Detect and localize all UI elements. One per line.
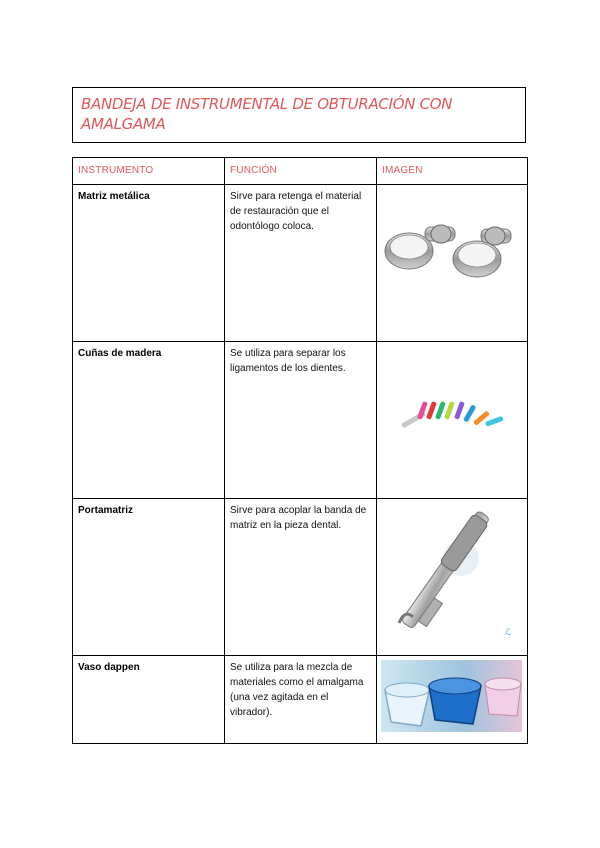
instrument-function: Sirve para retenga el material de restauración que el odontólogo coloca. — [225, 185, 377, 342]
image-cell — [377, 499, 528, 656]
instrument-function: Se utiliza para separar los ligamentos de los dientes. — [225, 342, 377, 499]
table-row — [73, 185, 528, 342]
instrument-function: Sirve para acoplar la banda de matriz en la pieza dental. — [225, 499, 377, 656]
dappen-dish-image — [381, 660, 522, 732]
table-header-row — [73, 158, 528, 185]
image-cell — [377, 656, 528, 744]
metal-matrix-bands-image — [381, 189, 522, 327]
header-instrument: INSTRUMENTO — [73, 158, 225, 185]
table-row — [73, 656, 528, 744]
instrument-name: Matriz metálica — [73, 185, 225, 342]
table-row — [73, 499, 528, 656]
instrument-function: Se utiliza para la mezcla de materiales como el amalgama (una vez agitada en el vibrador). — [225, 656, 377, 744]
image-cell — [377, 342, 528, 499]
page-title: BANDEJA DE INSTRUMENTAL DE OBTURACIÓN CON AMALGAMA — [81, 95, 453, 133]
matrix-retainer-image — [381, 503, 522, 641]
wooden-wedges-image — [381, 346, 522, 484]
instrument-name: Portamatriz — [73, 499, 225, 656]
header-image: IMAGEN — [377, 158, 528, 185]
instrument-name: Cuñas de madera — [73, 342, 225, 499]
instrument-table — [72, 157, 528, 744]
svg-text:ℒ: ℒ — [505, 627, 512, 637]
image-cell — [377, 185, 528, 342]
header-function: FUNCIÓN — [225, 158, 377, 185]
title-box — [72, 87, 526, 143]
table-row — [73, 342, 528, 499]
instrument-name: Vaso dappen — [73, 656, 225, 744]
